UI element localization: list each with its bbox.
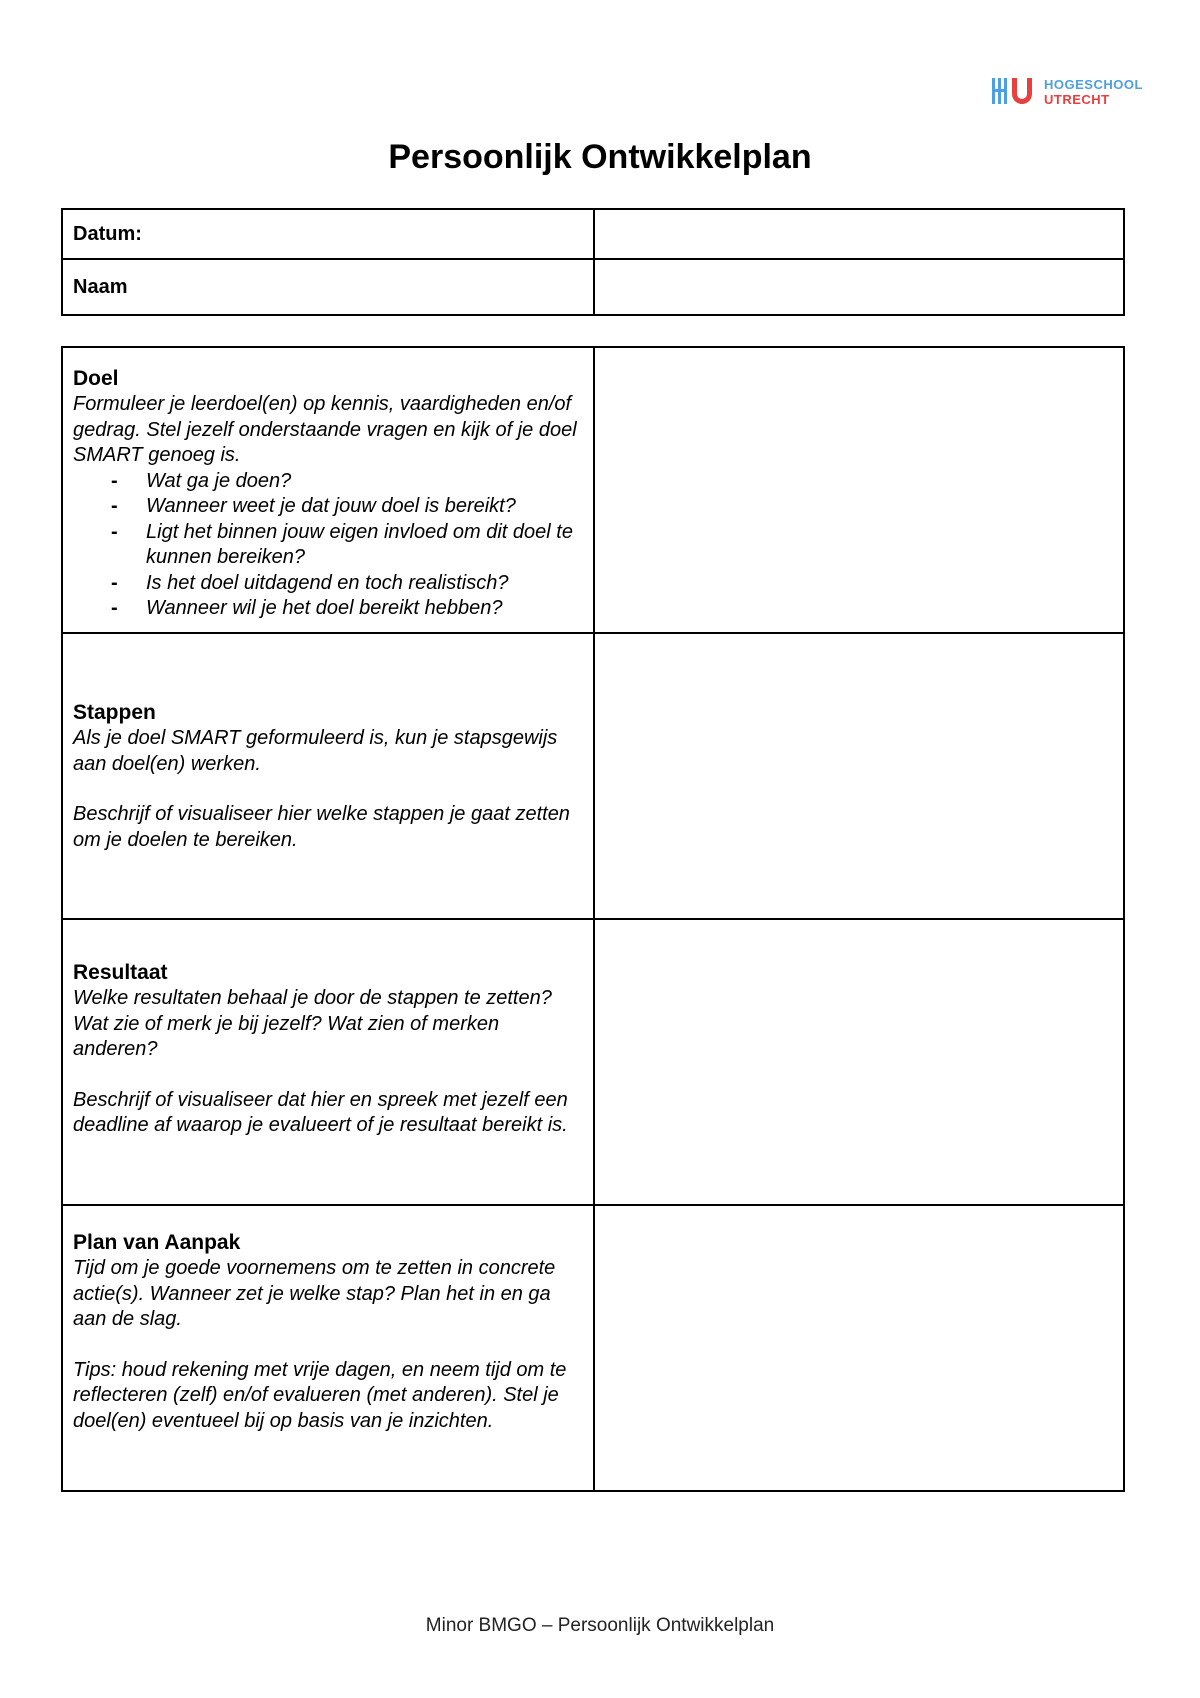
doel-description: Formuleer je leerdoel(en) op kennis, vaardigheden en/of gedrag. Stel jezelf onderstaande vragen en kijk of je doel SMART genoeg is.	[73, 393, 577, 466]
list-item: - Is het doel uitdagend en toch realistisch?	[73, 571, 583, 597]
resultaat-extra: Beschrijf of visualiseer dat hier en spreek met jezelf een deadline af waarop je evalueert of je resultaat bereikt is.	[73, 1088, 568, 1136]
datum-value-cell[interactable]	[594, 209, 1124, 259]
stappen-instructions-cell	[62, 633, 594, 919]
plan-answer-cell[interactable]	[594, 1205, 1124, 1491]
resultaat-description: Welke resultaten behaal je door de stappen te zetten? Wat zie of merk je bij jezelf? Wat zien of merken anderen?	[73, 987, 552, 1060]
doel-heading: Doel	[73, 367, 119, 390]
list-item: - Ligt het binnen jouw eigen invloed om dit doel te kunnen bereiken?	[73, 520, 583, 571]
resultaat-heading: Resultaat	[73, 961, 168, 984]
doel-answer-cell[interactable]	[594, 347, 1124, 633]
list-item: - Wanneer weet je dat jouw doel is bereikt?	[73, 494, 583, 520]
doel-questions-list	[73, 469, 583, 622]
datum-row	[62, 209, 1124, 259]
stappen-answer-cell[interactable]	[594, 633, 1124, 919]
doel-instructions-cell	[62, 347, 594, 633]
page-title: Persoonlijk Ontwikkelplan	[388, 138, 812, 176]
naam-value-cell[interactable]	[594, 259, 1124, 315]
stappen-description: Als je doel SMART geformuleerd is, kun je stapsgewijs aan doel(en) werken.	[73, 727, 558, 775]
hu-logo	[990, 76, 1143, 108]
stappen-heading: Stappen	[73, 701, 156, 724]
plan-table	[61, 346, 1125, 1492]
logo-line-2: UTRECHT	[1044, 92, 1110, 107]
stappen-row	[62, 633, 1124, 919]
naam-row	[62, 259, 1124, 315]
info-table	[61, 208, 1125, 316]
plan-instructions-cell	[62, 1205, 594, 1491]
resultaat-row	[62, 919, 1124, 1205]
datum-label: Datum:	[62, 209, 594, 259]
naam-label: Naam	[62, 259, 594, 315]
plan-description: Tijd om je goede voornemens om te zetten in concrete actie(s). Wanneer zet je welke stap? Plan het in en ga aan de slag.	[73, 1257, 556, 1330]
doel-row	[62, 347, 1124, 633]
hu-logo-mark-icon	[990, 76, 1038, 108]
plan-extra: Tips: houd rekening met vrije dagen, en neem tijd om te reflecteren (zelf) en/of evalueren (met anderen). Stel je doel(en) eventueel bij op basis van je inzichten.	[73, 1358, 567, 1432]
resultaat-instructions-cell	[62, 919, 594, 1205]
plan-heading: Plan van Aanpak	[73, 1231, 241, 1254]
plan-row	[62, 1205, 1124, 1491]
stappen-extra: Beschrijf of visualiseer hier welke stappen je gaat zetten om je doelen te bereiken.	[73, 803, 570, 851]
list-item: - Wat ga je doen?	[73, 469, 583, 495]
hu-logo-text	[1044, 77, 1143, 107]
list-item: - Wanneer wil je het doel bereikt hebben?	[73, 596, 583, 622]
page-footer: Minor BMGO – Persoonlijk Ontwikkelplan	[425, 1615, 775, 1636]
logo-line-1: HOGESCHOOL	[1044, 77, 1143, 92]
resultaat-answer-cell[interactable]	[594, 919, 1124, 1205]
